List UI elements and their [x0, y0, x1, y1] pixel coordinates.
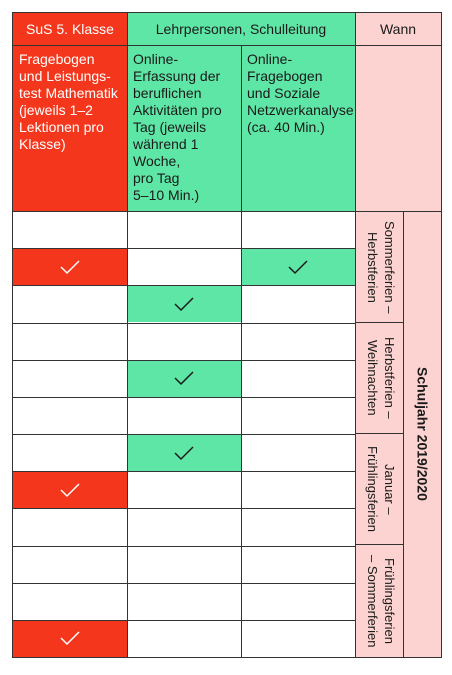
schedule-cell	[13, 211, 127, 248]
desc-students: Fragebogen und Leistungs- test Mathematik (jeweils 1–2 Lektionen pro Klasse)	[19, 51, 118, 152]
schedule-cell	[241, 471, 355, 508]
grid-line	[12, 471, 355, 472]
grid-line	[355, 433, 403, 434]
desc-cell-when	[355, 45, 441, 211]
schedule-cell	[127, 620, 241, 657]
schedule-cell	[13, 285, 127, 322]
grid-line	[12, 12, 13, 658]
schedule-cell	[13, 323, 127, 360]
schedule-cell	[127, 211, 241, 248]
grid-line	[12, 211, 441, 212]
schedule-cell	[13, 508, 127, 545]
grid-line	[241, 45, 242, 657]
schedule-cell	[13, 546, 127, 583]
schedule-cell	[127, 397, 241, 434]
grid-line	[12, 583, 355, 584]
schedule-cell	[127, 546, 241, 583]
schedule-cell	[127, 248, 241, 285]
schedule-cell	[241, 211, 355, 248]
schedule-cell	[241, 397, 355, 434]
grid-line	[355, 322, 403, 323]
check-icon	[173, 445, 195, 461]
grid-line	[12, 285, 355, 286]
check-icon	[287, 259, 309, 275]
grid-line	[12, 360, 355, 361]
schedule-cell	[241, 620, 355, 657]
grid-line	[12, 248, 355, 249]
grid-line	[12, 323, 355, 324]
check-icon	[59, 259, 81, 275]
schedule-cell	[241, 546, 355, 583]
schedule-cell	[241, 434, 355, 471]
schedule-cell	[13, 434, 127, 471]
desc-activities: Online- Erfassung der beruflichen Aktivitäten pro Tag (jeweils während 1 Woche, pro Tag 5–10 Min.)	[133, 51, 222, 203]
check-icon	[59, 630, 81, 646]
schedule-cell	[241, 323, 355, 360]
grid-line	[127, 12, 128, 657]
grid-line	[403, 211, 404, 657]
schedule-cell	[13, 360, 127, 397]
schedule-cell	[241, 285, 355, 322]
school-year-label: Schuljahr 2019/2020	[414, 367, 431, 501]
grid-line	[12, 657, 442, 658]
grid-line	[12, 45, 441, 46]
check-icon	[173, 296, 195, 312]
schedule-cell	[127, 583, 241, 620]
grid-line	[12, 508, 355, 509]
header-when: Wann	[379, 21, 417, 37]
grid-line	[355, 544, 403, 545]
grid-line	[12, 397, 355, 398]
check-icon	[173, 370, 195, 386]
schedule-cell	[127, 508, 241, 545]
schedule-cell	[13, 397, 127, 434]
period-label-4: Frühlingsferien – Sommerferien	[365, 554, 397, 648]
period-label-2: Herbstferien – Weihnachten	[365, 337, 397, 419]
check-icon	[59, 482, 81, 498]
grid-line	[12, 546, 355, 547]
schedule-cell	[241, 508, 355, 545]
grid-line	[355, 12, 356, 657]
schedule-cell	[13, 583, 127, 620]
schedule-cell	[127, 471, 241, 508]
grid-line	[12, 12, 442, 13]
schedule-cell	[241, 583, 355, 620]
grid-line	[441, 12, 442, 658]
grid-line	[12, 434, 355, 435]
schedule-cell	[127, 323, 241, 360]
header-teachers: Lehrpersonen, Schulleitung	[155, 21, 327, 37]
schedule-cell	[241, 360, 355, 397]
desc-network: Online- Fragebogen und Soziale Netzwerkanalyse (ca. 40 Min.)	[247, 51, 354, 135]
grid-line	[12, 620, 355, 621]
period-label-3: Januar – Frühlingsferien	[365, 446, 397, 532]
header-students: SuS 5. Klasse	[26, 21, 114, 37]
period-label-1: Sommerferien – Herbstferien	[365, 220, 397, 314]
